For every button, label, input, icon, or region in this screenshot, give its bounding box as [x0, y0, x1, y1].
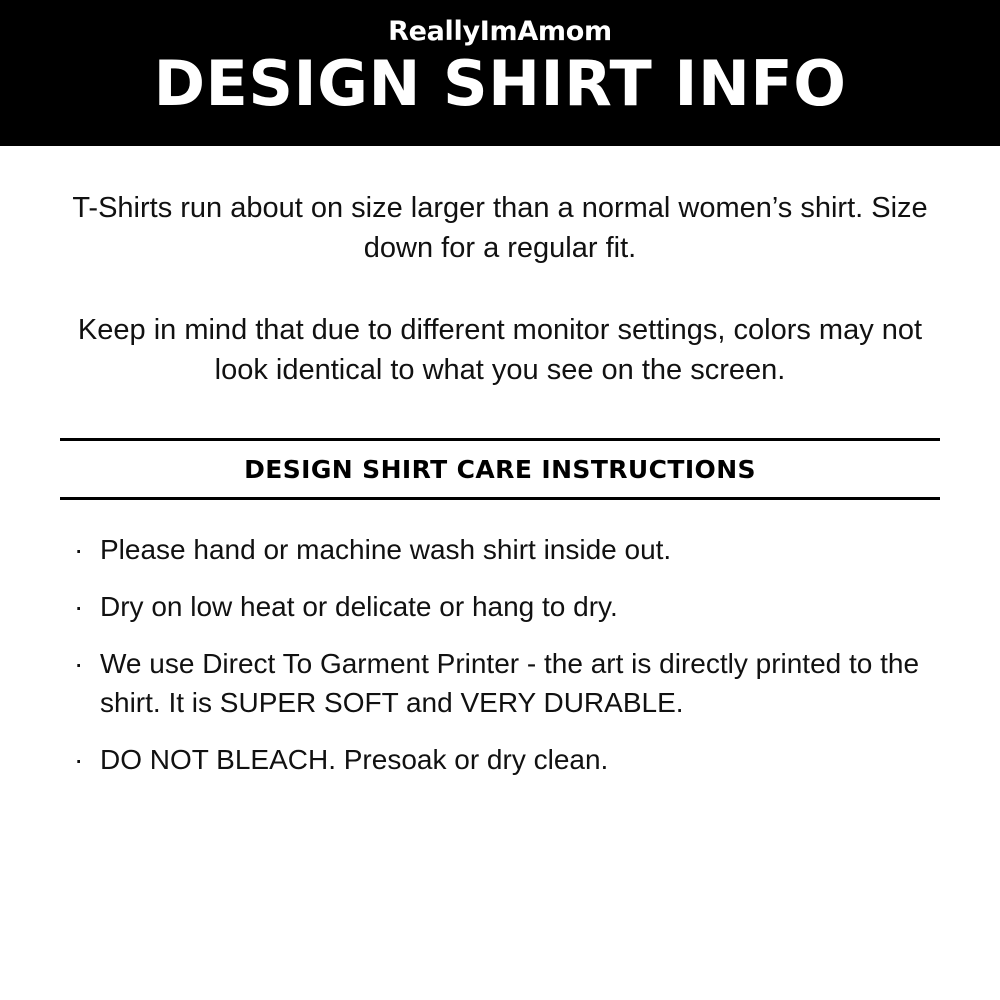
care-instructions-list: [60, 500, 940, 780]
list-item: [74, 587, 940, 627]
list-item-label: Please hand or machine wash shirt inside out.: [100, 534, 672, 566]
intro-paragraph-1: T-Shirts run about on size larger than a normal women’s shirt. Size down for a regular fit.: [72, 192, 928, 265]
list-item-label: Dry on low heat or delicate or hang to dry.: [100, 590, 618, 622]
brand-logo: ReallyImAmom: [388, 16, 612, 47]
list-item-label: DO NOT BLEACH. Presoak or dry clean.: [100, 744, 609, 776]
bullet-icon: ·: [74, 534, 84, 566]
header-band: [0, 0, 1000, 146]
care-instructions-section: [60, 438, 940, 780]
bullet-icon: ·: [74, 744, 84, 776]
intro-text-block: [60, 146, 940, 390]
body-content: [0, 146, 1000, 1000]
list-item-label: We use Direct To Garment Printer - the art is directly printed to the shirt. It is SUPER SOFT and VERY DURABLE.: [100, 647, 920, 719]
list-item: [74, 530, 940, 570]
list-item: [74, 740, 940, 780]
bullet-icon: ·: [74, 590, 84, 622]
intro-paragraph-2: Keep in mind that due to different monitor settings, colors may not look identical to what you see on the screen.: [77, 314, 923, 387]
list-item: [74, 644, 940, 724]
care-heading: DESIGN SHIRT CARE INSTRUCTIONS: [244, 455, 756, 485]
page-title: DESIGN SHIRT INFO: [153, 47, 847, 120]
bullet-icon: ·: [74, 647, 84, 679]
